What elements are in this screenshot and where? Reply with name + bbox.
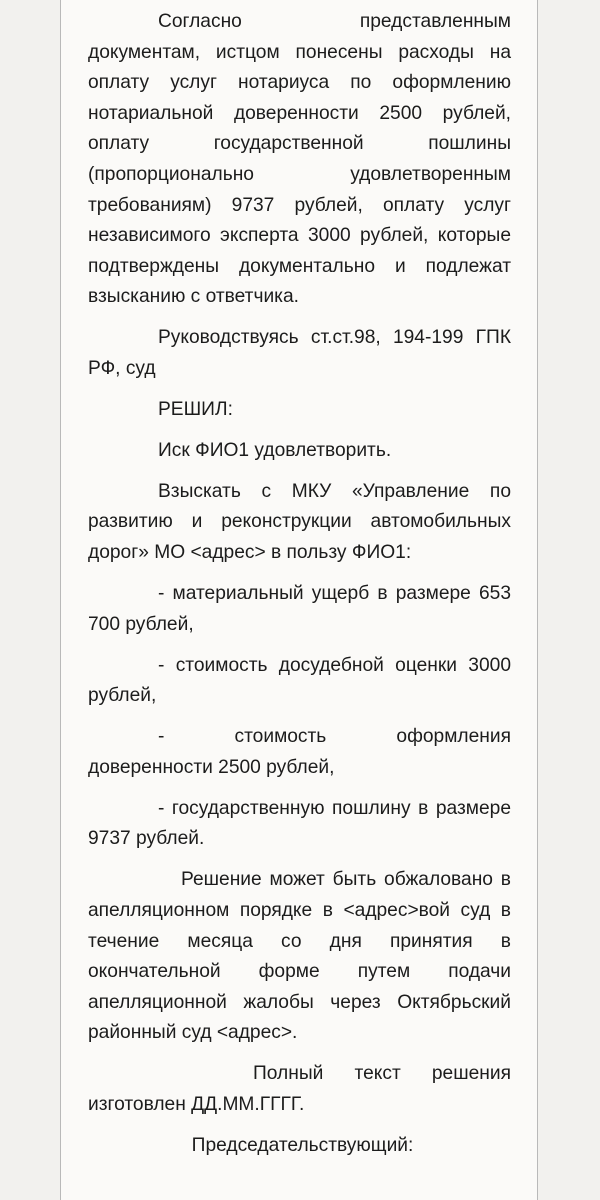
document-text [88, 7, 511, 1172]
paragraph-appeal: Решение может быть обжаловано в апелляционном порядке в <адрес>вой суд в течение месяца со дня принятия в окончательной форме путем подачи апелляционной жалобы через Октябрьский районный суд <адрес>. [88, 869, 511, 1044]
paragraph-decided: РЕШИЛ: [158, 398, 233, 420]
list-item-appraisal: - стоимость досудебной оценки 3000 рублей, [88, 654, 511, 707]
list-item-state-fee: - государственную пошлину в размере 9737 рублей. [88, 797, 511, 850]
presiding-judge-label: Председательствующий: [191, 1134, 414, 1156]
paragraph-full-text-date: Полный текст решения изготовлен ДД.ММ.ГГГГ. [88, 1063, 511, 1115]
list-item-power-of-attorney: - стоимость оформления доверенности 2500 рублей, [88, 726, 511, 778]
document-card [60, 0, 538, 1200]
paragraph-claim-granted: Иск ФИО1 удовлетворить. [158, 439, 392, 461]
paragraph-legal-basis: Руководствуясь ст.ст.98, 194-199 ГПК РФ, суд [88, 327, 511, 379]
list-item-damage: - материальный ущерб в размере 653 700 рублей, [88, 583, 511, 635]
paragraph-expenses: Согласно представленным документам, истцом понесены расходы на оплату услуг нотариуса по оформлению нотариальной доверенности 2500 рублей, оплату государственной пошлины (пропорционально удовлетворенным требованиям) 9737 рублей, оплату услуг независимого эксперта 3000 рублей, которые подтверждены документально и подлежат взысканию с ответчика. [88, 11, 511, 308]
paragraph-recover: Взыскать с МКУ «Управление по развитию и реконструкции автомобильных дорог» МО <адрес> в пользу ФИО1: [88, 480, 511, 564]
